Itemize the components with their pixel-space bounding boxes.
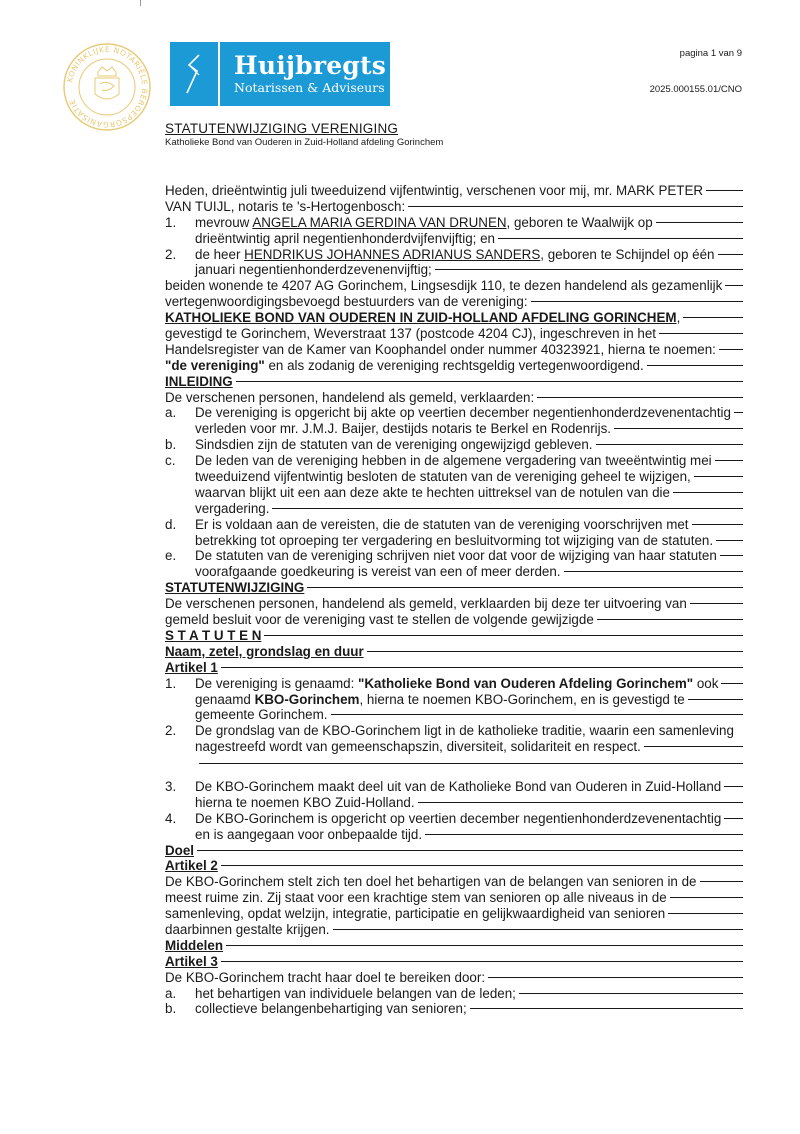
logo-text <box>220 42 390 106</box>
text-line: De verschenen personen, handelend als gemeld, verklaarden: <box>165 390 743 406</box>
text-line: samenleving, opdat welzijn, integratie, participatie en gelijkwaardigheid van senioren <box>165 906 743 922</box>
text-line: genaamd KBO-Gorinchem, hierna te noemen KBO-Gorinchem, en is gevestigd te <box>165 692 743 708</box>
section-heading-statuten: S T A T U T E N <box>165 628 743 644</box>
svg-text:KONINKLIJKE NOTARIËLE BEROEPSO: KONINKLIJKE NOTARIËLE BEROEPSORGANISATIE <box>65 44 150 130</box>
text-line: gemeld besluit voor de vereniging vast te stellen de volgende gewijzigde <box>165 612 743 628</box>
list-item: 2. De grondslag van de KBO-Gorinchem ligt in de katholieke traditie, waarin een samenleving <box>165 723 734 739</box>
text-line: De KBO-Gorinchem tracht haar doel te bereiken door: <box>165 970 743 986</box>
list-item: b. collectieve belangenbehartiging van senioren; <box>165 1001 743 1017</box>
list-item: d. Er is voldaan aan de vereisten, die de statuten van de vereniging voorschrijven met <box>165 517 743 533</box>
notary-seal-icon <box>62 42 152 132</box>
list-item: 3. De KBO-Gorinchem maakt deel uit van de Katholieke Bond van Ouderen in Zuid-Holland <box>165 779 743 795</box>
company-logo <box>170 42 390 106</box>
text-line: "de vereniging" en als zodanig de vereniging rechtsgeldig vertegenwoordigend. <box>165 358 743 374</box>
text-line: meest ruime zin. Zij staat voor een krachtige stem van senioren op alle niveaus in de <box>165 890 743 906</box>
list-item: 4. De KBO-Gorinchem is opgericht op veertien december negentienhonderdzevenentachtig <box>165 811 743 827</box>
text-line: en is aangegaan voor onbepaalde tijd. <box>165 827 743 843</box>
text-line: drieëntwintig april negentienhonderdvijfenvijftig; en <box>165 231 743 247</box>
organisation-name: KATHOLIEKE BOND VAN OUDEREN IN ZUID-HOLLAND AFDELING GORINCHEM, <box>165 310 743 326</box>
page-number: pagina 1 van 9 <box>679 48 742 59</box>
article-heading-3: Artikel 3 <box>165 954 743 970</box>
text-line: betrekking tot oproeping ter vergadering en besluitvorming tot wijziging van de statuten. <box>165 533 743 549</box>
document-subtitle: Katholieke Bond van Ouderen in Zuid-Holland afdeling Gorinchem <box>165 137 444 148</box>
text-line: VAN TUIJL, notaris te 's-Hertogenbosch: <box>165 199 743 215</box>
section-heading-doel: Doel <box>165 843 743 859</box>
section-heading-inleiding: INLEIDING <box>165 374 743 390</box>
title-block <box>165 121 443 148</box>
list-item: 1. De vereniging is genaamd: "Katholieke Bond van Ouderen Afdeling Gorinchem" ook <box>165 676 743 692</box>
margin-tick <box>140 0 141 6</box>
section-heading-naam: Naam, zetel, grondslag en duur <box>165 644 743 660</box>
reference-number: 2025.000155.01/CNO <box>649 84 742 95</box>
text-line: tweeduizend vijfentwintig besloten de statuten van de vereniging geheel te wijzigen, <box>165 469 743 485</box>
text-line: januari negentienhonderdzevenenvijftig; <box>165 262 743 278</box>
section-heading-statutenwijziging: STATUTENWIJZIGING <box>165 580 743 596</box>
text-line: verleden voor mr. J.M.J. Baijer, destijds notaris te Berkel en Rodenrijs. <box>165 421 743 437</box>
list-item: 1. mevrouw ANGELA MARIA GERDINA VAN DRUNEN, geboren te Waalwijk op <box>165 215 743 231</box>
article-heading-2: Artikel 2 <box>165 858 743 874</box>
filler-line <box>165 755 743 771</box>
logo-name: Huijbregts <box>234 51 386 80</box>
text-line: beiden wonende te 4207 AG Gorinchem, Lingsesdijk 110, te dezen handelend als gezamenlijk <box>165 278 743 294</box>
text-line: daarbinnen gestalte krijgen. <box>165 922 743 938</box>
text-line: gemeente Gorinchem. <box>165 707 743 723</box>
section-heading-middelen: Middelen <box>165 938 743 954</box>
text-line: De KBO-Gorinchem stelt zich ten doel het behartigen van de belangen van senioren in de <box>165 874 743 890</box>
text-line: Heden, drieëntwintig juli tweeduizend vijfentwintig, verschenen voor mij, mr. MARK PETER <box>165 183 743 199</box>
text-line: gevestigd te Gorinchem, Weverstraat 137 (postcode 4204 CJ), ingeschreven in het <box>165 326 743 342</box>
logo-subtitle: Notarissen & Adviseurs <box>234 80 385 95</box>
text-line: vertegenwoordigingsbevoegd bestuurders van de vereniging: <box>165 294 743 310</box>
text-line: Handelsregister van de Kamer van Koophandel onder nummer 40323921, hierna te noemen: <box>165 342 743 358</box>
list-item: b. Sindsdien zijn de statuten van de vereniging ongewijzigd gebleven. <box>165 437 743 453</box>
text-line: waarvan blijkt uit een aan deze akte te hechten uittreksel van de notulen van die <box>165 485 743 501</box>
deed-body <box>165 183 743 1017</box>
logo-mark-icon <box>170 42 218 106</box>
list-item: 2. de heer HENDRIKUS JOHANNES ADRIANUS SANDERS, geboren te Schijndel op één <box>165 247 743 263</box>
text-line: voorafgaande goedkeuring is vereist van een of meer derden. <box>165 564 743 580</box>
text-line: De verschenen personen, handelend als gemeld, verklaarden bij deze ter uitvoering van <box>165 596 743 612</box>
text-line: hierna te noemen KBO Zuid-Holland. <box>165 795 743 811</box>
text-line: vergadering. <box>165 501 743 517</box>
list-item: a. het behartigen van individuele belangen van de leden; <box>165 986 743 1002</box>
article-heading-1: Artikel 1 <box>165 660 743 676</box>
list-item: e. De statuten van de vereniging schrijven niet voor dat voor de wijziging van haar statuten <box>165 548 743 564</box>
document-title: STATUTENWIJZIGING VERENIGING <box>165 121 399 136</box>
text-line: nagestreefd wordt van gemeenschapszin, diversiteit, solidariteit en respect. <box>165 739 743 755</box>
list-item: a. De vereniging is opgericht bij akte op veertien december negentienhonderdzevenentachtig <box>165 405 743 421</box>
list-item: c. De leden van de vereniging hebben in de algemene vergadering van tweeëntwintig mei <box>165 453 743 469</box>
